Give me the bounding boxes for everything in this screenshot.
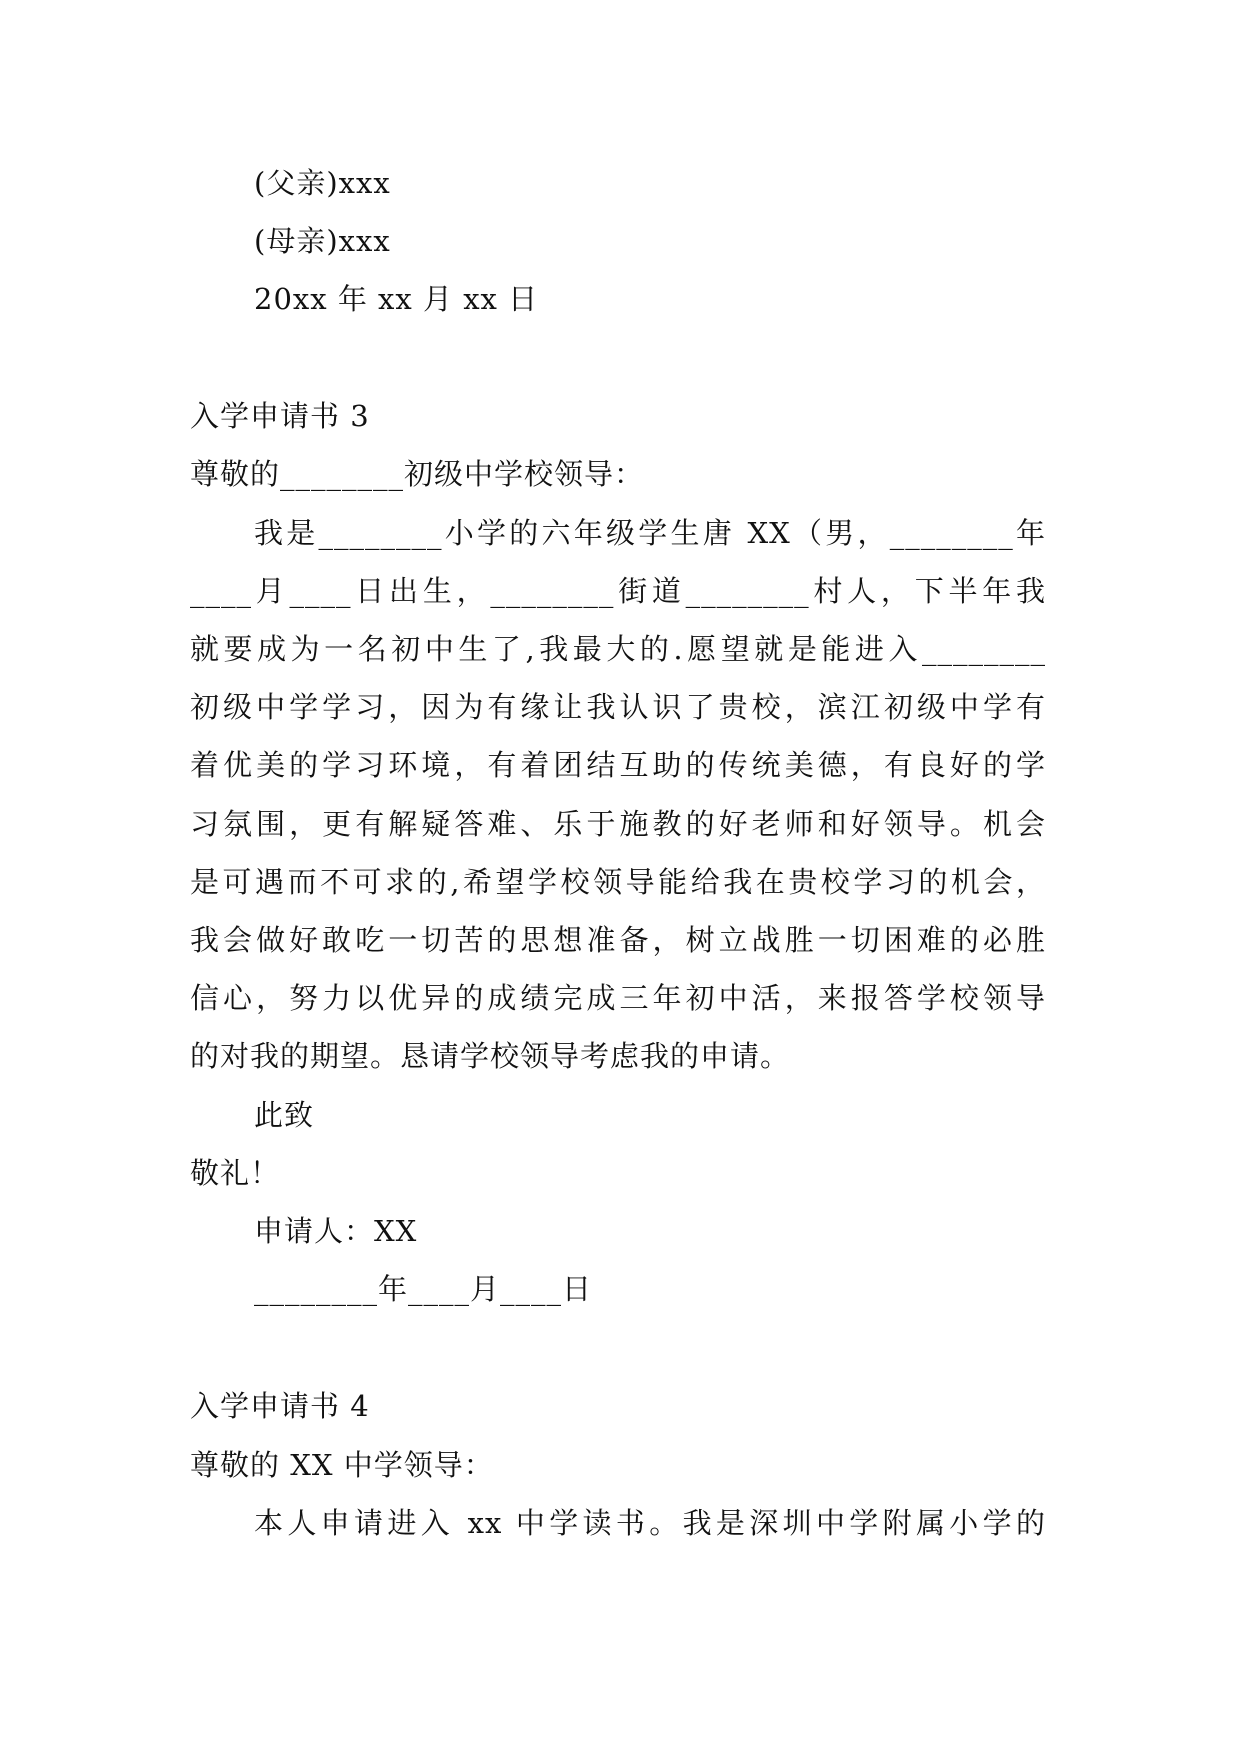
letter3-body-line: ____月____日出生，________街道________村人，下半年我 (190, 574, 1046, 608)
signature-date: 20xx 年 xx 月 xx 日 (254, 282, 539, 316)
letter3-body-line: 的对我的期望。恳请学校领导考虑我的申请。 (190, 1039, 791, 1073)
letter3-title: 入学申请书 3 (190, 399, 370, 433)
letter4-body-line: 本人申请进入 xx 中学读书。我是深圳中学附属小学的 (254, 1506, 1046, 1540)
letter3-body-line: 习氛围，更有解疑答难、乐于施教的好老师和好领导。机会 (190, 807, 1046, 841)
letter3-body-line: 是可遇而不可求的,希望学校领导能给我在贵校学习的机会， (190, 865, 1046, 899)
letter4-title: 入学申请书 4 (190, 1389, 370, 1423)
letter3-body-line: 我是________小学的六年级学生唐 XX（男，________年 (254, 516, 1046, 550)
letter3-regards: 敬礼！ (190, 1156, 281, 1190)
letter3-body-line: 信心，努力以优异的成绩完成三年初中活，来报答学校领导 (190, 981, 1046, 1015)
letter3-salutation: 尊敬的________初级中学校领导： (190, 457, 645, 491)
letter4-salutation: 尊敬的 XX 中学领导： (190, 1448, 494, 1482)
father-signature: (父亲)xxx (254, 166, 391, 200)
mother-signature: (母亲)xxx (254, 224, 391, 258)
letter3-body-line: 我会做好敢吃一切苦的思想准备，树立战胜一切困难的必胜 (190, 923, 1046, 957)
letter3-body-line: 就要成为一名初中生了,我最大的.愿望就是能进入________ (190, 632, 1046, 666)
letter3-date: ________年____月____日 (254, 1272, 593, 1306)
letter3-body-line: 初级中学学习，因为有缘让我认识了贵校，滨江初级中学有 (190, 690, 1046, 724)
letter3-closing: 此致 (254, 1098, 315, 1132)
letter3-applicant: 申请人：XX (254, 1214, 418, 1248)
letter3-body-line: 着优美的学习环境，有着团结互助的传统美德，有良好的学 (190, 748, 1046, 782)
